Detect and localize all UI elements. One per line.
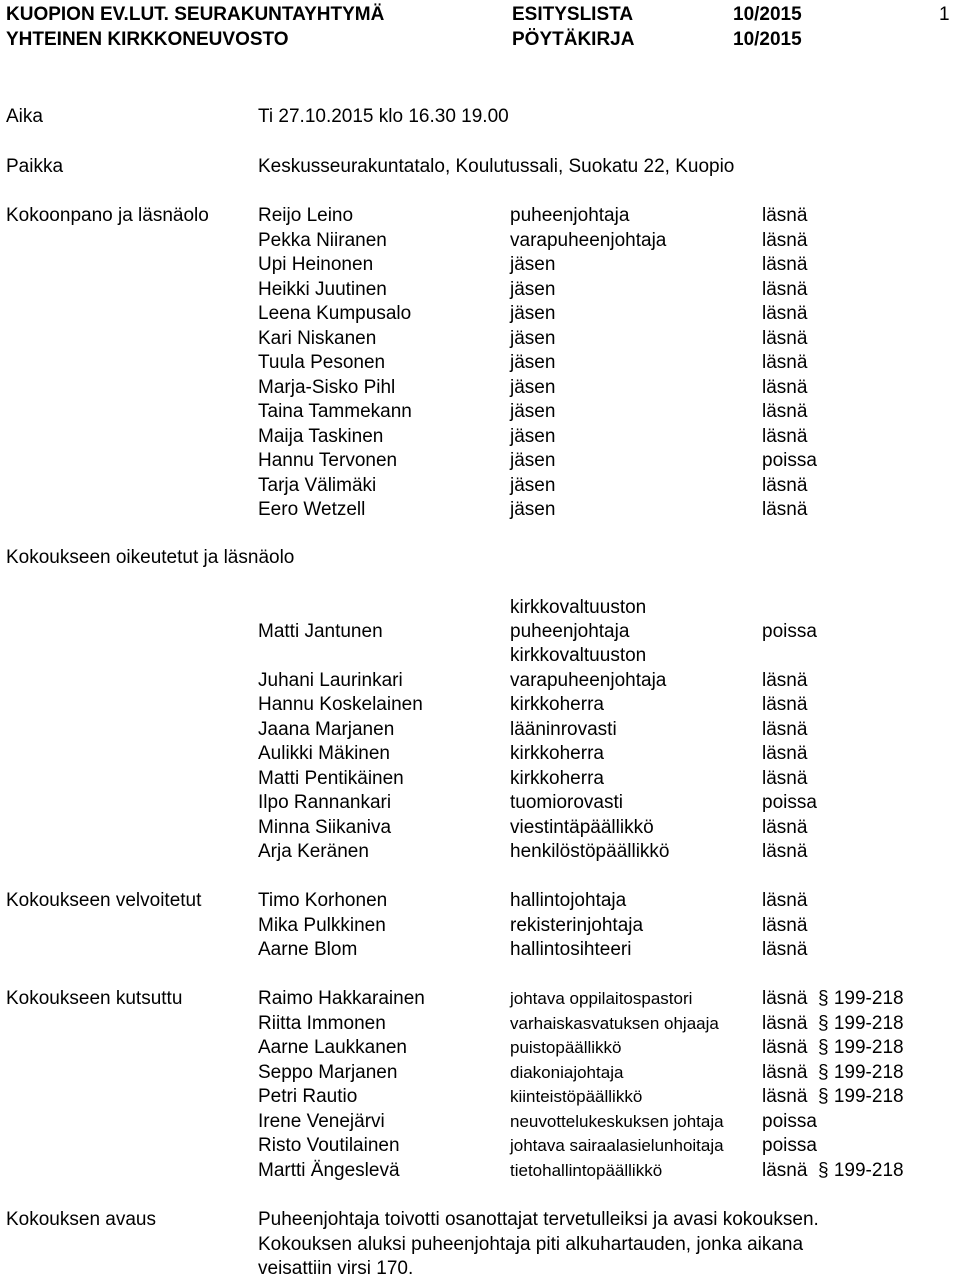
person-name: Tarja Välimäki xyxy=(258,474,377,496)
attendance-status: läsnä xyxy=(762,1159,808,1181)
entitled-status: läsnä xyxy=(762,670,808,691)
place-value: Keskusseurakuntatalo, Koulutussali, Suokatu 22, Kuopio xyxy=(258,156,735,177)
list-row xyxy=(0,302,960,327)
list-row xyxy=(0,278,960,303)
list-row xyxy=(0,987,960,1012)
attendance-status: poissa xyxy=(762,1135,817,1156)
person-name: Minna Siikaniva xyxy=(258,816,392,838)
entitled-role-top: kirkkovaltuuston xyxy=(510,597,647,618)
attendance-status: läsnä xyxy=(762,401,808,422)
person-role: jäsen xyxy=(510,376,556,398)
org-name: KUOPION EV.LUT. SEURAKUNTAYHTYMÄ xyxy=(6,4,385,25)
section-range: § 199-218 xyxy=(818,1012,904,1034)
list-row xyxy=(0,253,960,278)
attendance-status: läsnä xyxy=(762,425,808,447)
person-name: Risto Voutilainen xyxy=(258,1135,400,1156)
person-name: Taina Tammekann xyxy=(258,401,412,422)
person-role: viestintäpäällikkö xyxy=(510,816,654,838)
entitled-name: Matti Jantunen xyxy=(258,621,383,642)
section-range: § 199-218 xyxy=(818,1061,904,1083)
person-name: Hannu Koskelainen xyxy=(258,694,423,715)
list-row xyxy=(0,840,960,865)
person-role: puistopäällikkö xyxy=(510,1038,622,1057)
attendance-status: läsnä xyxy=(762,376,808,398)
person-role: jäsen xyxy=(510,278,556,300)
attendance-status: poissa xyxy=(762,792,817,813)
attendance-status: läsnä xyxy=(762,743,808,764)
attendance-status: läsnä xyxy=(762,352,808,373)
person-role: jäsen xyxy=(510,474,556,496)
person-role: jäsen xyxy=(510,401,556,422)
person-name: Timo Korhonen xyxy=(258,890,388,911)
person-name: Aulikki Mäkinen xyxy=(258,743,390,764)
list-row xyxy=(0,791,960,816)
list-row xyxy=(0,376,960,401)
person-role: kirkkoherra xyxy=(510,694,604,715)
person-name: Jaana Marjanen xyxy=(258,718,395,740)
person-name: Raimo Hakkarainen xyxy=(258,988,425,1009)
opening-label: Kokouksen avaus xyxy=(6,1209,156,1230)
attendance-status: läsnä xyxy=(762,694,808,715)
person-name: Tuula Pesonen xyxy=(258,352,386,373)
list-row xyxy=(0,400,960,425)
list-row xyxy=(0,938,960,963)
list-row xyxy=(0,767,960,792)
person-name: Aarne Laukkanen xyxy=(258,1037,407,1058)
attendance-status: poissa xyxy=(762,1110,817,1132)
person-role: neuvottelukeskuksen johtaja xyxy=(510,1111,724,1131)
person-role: varapuheenjohtaja xyxy=(510,229,667,251)
list-row xyxy=(0,693,960,718)
person-name: Petri Rautio xyxy=(258,1086,358,1107)
attendance-status: läsnä xyxy=(762,890,808,911)
attendance-status: läsnä xyxy=(762,327,808,349)
org-unit: YHTEINEN KIRKKONEUVOSTO xyxy=(6,29,289,50)
list-row xyxy=(0,425,960,450)
person-role: henkilöstöpäällikkö xyxy=(510,841,670,862)
person-role: jäsen xyxy=(510,352,556,373)
person-name: Marja-Sisko Pihl xyxy=(258,376,396,398)
list-row xyxy=(0,816,960,841)
person-name: Kari Niskanen xyxy=(258,327,377,349)
attendance-status: läsnä xyxy=(762,914,808,936)
minutes-number: 10/2015 xyxy=(733,29,802,50)
section-range: § 199-218 xyxy=(818,1086,904,1107)
person-role: jäsen xyxy=(510,254,556,275)
entitled-name: Juhani Laurinkari xyxy=(258,670,403,691)
doc-type-minutes: PÖYTÄKIRJA xyxy=(512,29,635,50)
opening-line: Kokouksen aluksi puheenjohtaja piti alkuhartauden, jonka aikana xyxy=(258,1234,804,1255)
entitled-status: poissa xyxy=(762,621,817,642)
list-row xyxy=(0,498,960,523)
attendance-status: läsnä xyxy=(762,1037,808,1058)
list-row xyxy=(0,742,960,767)
person-role: jäsen xyxy=(510,425,556,447)
person-name: Maija Taskinen xyxy=(258,425,384,447)
entitled-label: Kokoukseen oikeutetut ja läsnäolo xyxy=(6,547,295,568)
list-row xyxy=(0,474,960,499)
list-row xyxy=(0,1134,960,1159)
attendance-status: läsnä xyxy=(762,1012,808,1034)
list-row xyxy=(0,351,960,376)
section-range: § 199-218 xyxy=(818,988,904,1009)
attendance-status: läsnä xyxy=(762,303,808,324)
page-number: 1 xyxy=(939,4,950,25)
list-row xyxy=(0,718,960,743)
attendance-status: läsnä xyxy=(762,474,808,496)
person-name: Martti Ängeslevä xyxy=(258,1159,400,1181)
person-role: kirkkoherra xyxy=(510,767,604,789)
person-role: tietohallintopäällikkö xyxy=(510,1160,663,1180)
attendance-status: läsnä xyxy=(762,205,808,226)
person-role: tuomiorovasti xyxy=(510,792,623,813)
attendance-status: läsnä xyxy=(762,278,808,300)
section-range: § 199-218 xyxy=(818,1037,904,1058)
attendance-status: läsnä xyxy=(762,718,808,740)
list-row xyxy=(0,327,960,352)
person-name: Aarne Blom xyxy=(258,939,358,960)
person-role: jäsen xyxy=(510,327,556,349)
agenda-number: 10/2015 xyxy=(733,4,802,25)
person-name: Reijo Leino xyxy=(258,205,354,226)
attendance-status: läsnä xyxy=(762,988,808,1009)
person-role: lääninrovasti xyxy=(510,718,617,740)
list-row xyxy=(0,914,960,939)
attendance-status: läsnä xyxy=(762,939,808,960)
time-label: Aika xyxy=(6,106,43,127)
person-name: Arja Keränen xyxy=(258,841,369,862)
list-row xyxy=(0,1036,960,1061)
attendance-status: poissa xyxy=(762,450,817,471)
person-role: hallintosihteeri xyxy=(510,939,632,960)
person-name: Upi Heinonen xyxy=(258,254,374,275)
list-row xyxy=(0,1110,960,1135)
attendance-status: läsnä xyxy=(762,254,808,275)
obligated-label: Kokoukseen velvoitetut xyxy=(6,890,202,911)
composition-label: Kokoonpano ja läsnäolo xyxy=(6,205,209,226)
person-name: Riitta Immonen xyxy=(258,1012,386,1034)
person-name: Heikki Juutinen xyxy=(258,278,387,300)
person-role: puheenjohtaja xyxy=(510,205,630,226)
attendance-status: läsnä xyxy=(762,499,808,520)
person-name: Leena Kumpusalo xyxy=(258,303,412,324)
attendance-status: läsnä xyxy=(762,229,808,251)
list-row xyxy=(0,229,960,254)
list-row xyxy=(0,1085,960,1110)
invited-label: Kokoukseen kutsuttu xyxy=(6,988,183,1009)
place-label: Paikka xyxy=(6,156,64,177)
person-name: Eero Wetzell xyxy=(258,499,366,520)
section-range: § 199-218 xyxy=(818,1159,904,1181)
person-name: Seppo Marjanen xyxy=(258,1061,398,1083)
entitled-role: puheenjohtaja xyxy=(510,621,630,642)
person-name: Irene Venejärvi xyxy=(258,1110,385,1132)
person-name: Hannu Tervonen xyxy=(258,450,398,471)
person-name: Matti Pentikäinen xyxy=(258,767,404,789)
person-role: diakoniajohtaja xyxy=(510,1062,624,1082)
list-row xyxy=(0,1012,960,1037)
person-role: johtava sairaalasielunhoitaja xyxy=(510,1136,724,1155)
person-role: jäsen xyxy=(510,450,556,471)
entitled-role: varapuheenjohtaja xyxy=(510,670,667,691)
person-role: jäsen xyxy=(510,499,556,520)
list-row xyxy=(0,889,960,914)
doc-type-agenda: ESITYSLISTA xyxy=(512,4,634,25)
attendance-status: läsnä xyxy=(762,1086,808,1107)
person-role: hallintojohtaja xyxy=(510,890,627,911)
opening-line: veisattiin virsi 170. xyxy=(258,1258,414,1279)
person-name: Pekka Niiranen xyxy=(258,229,387,251)
attendance-status: läsnä xyxy=(762,816,808,838)
attendance-status: läsnä xyxy=(762,767,808,789)
person-role: kiinteistöpäällikkö xyxy=(510,1087,643,1106)
person-role: varhaiskasvatuksen ohjaaja xyxy=(510,1013,719,1033)
attendance-status: läsnä xyxy=(762,841,808,862)
person-role: jäsen xyxy=(510,303,556,324)
opening-line: Puheenjohtaja toivotti osanottajat tervetulleiksi ja avasi kokouksen. xyxy=(258,1209,819,1230)
list-row xyxy=(0,1061,960,1086)
person-role: rekisterinjohtaja xyxy=(510,914,644,936)
time-value: Ti 27.10.2015 klo 16.30 19.00 xyxy=(258,106,509,127)
list-row xyxy=(0,204,960,229)
entitled-role-top: kirkkovaltuuston xyxy=(510,645,647,666)
person-name: Ilpo Rannankari xyxy=(258,792,392,813)
person-role: johtava oppilaitospastori xyxy=(510,989,693,1008)
person-name: Mika Pulkkinen xyxy=(258,914,386,936)
person-role: kirkkoherra xyxy=(510,743,604,764)
attendance-status: läsnä xyxy=(762,1061,808,1083)
list-row xyxy=(0,449,960,474)
list-row xyxy=(0,1159,960,1184)
